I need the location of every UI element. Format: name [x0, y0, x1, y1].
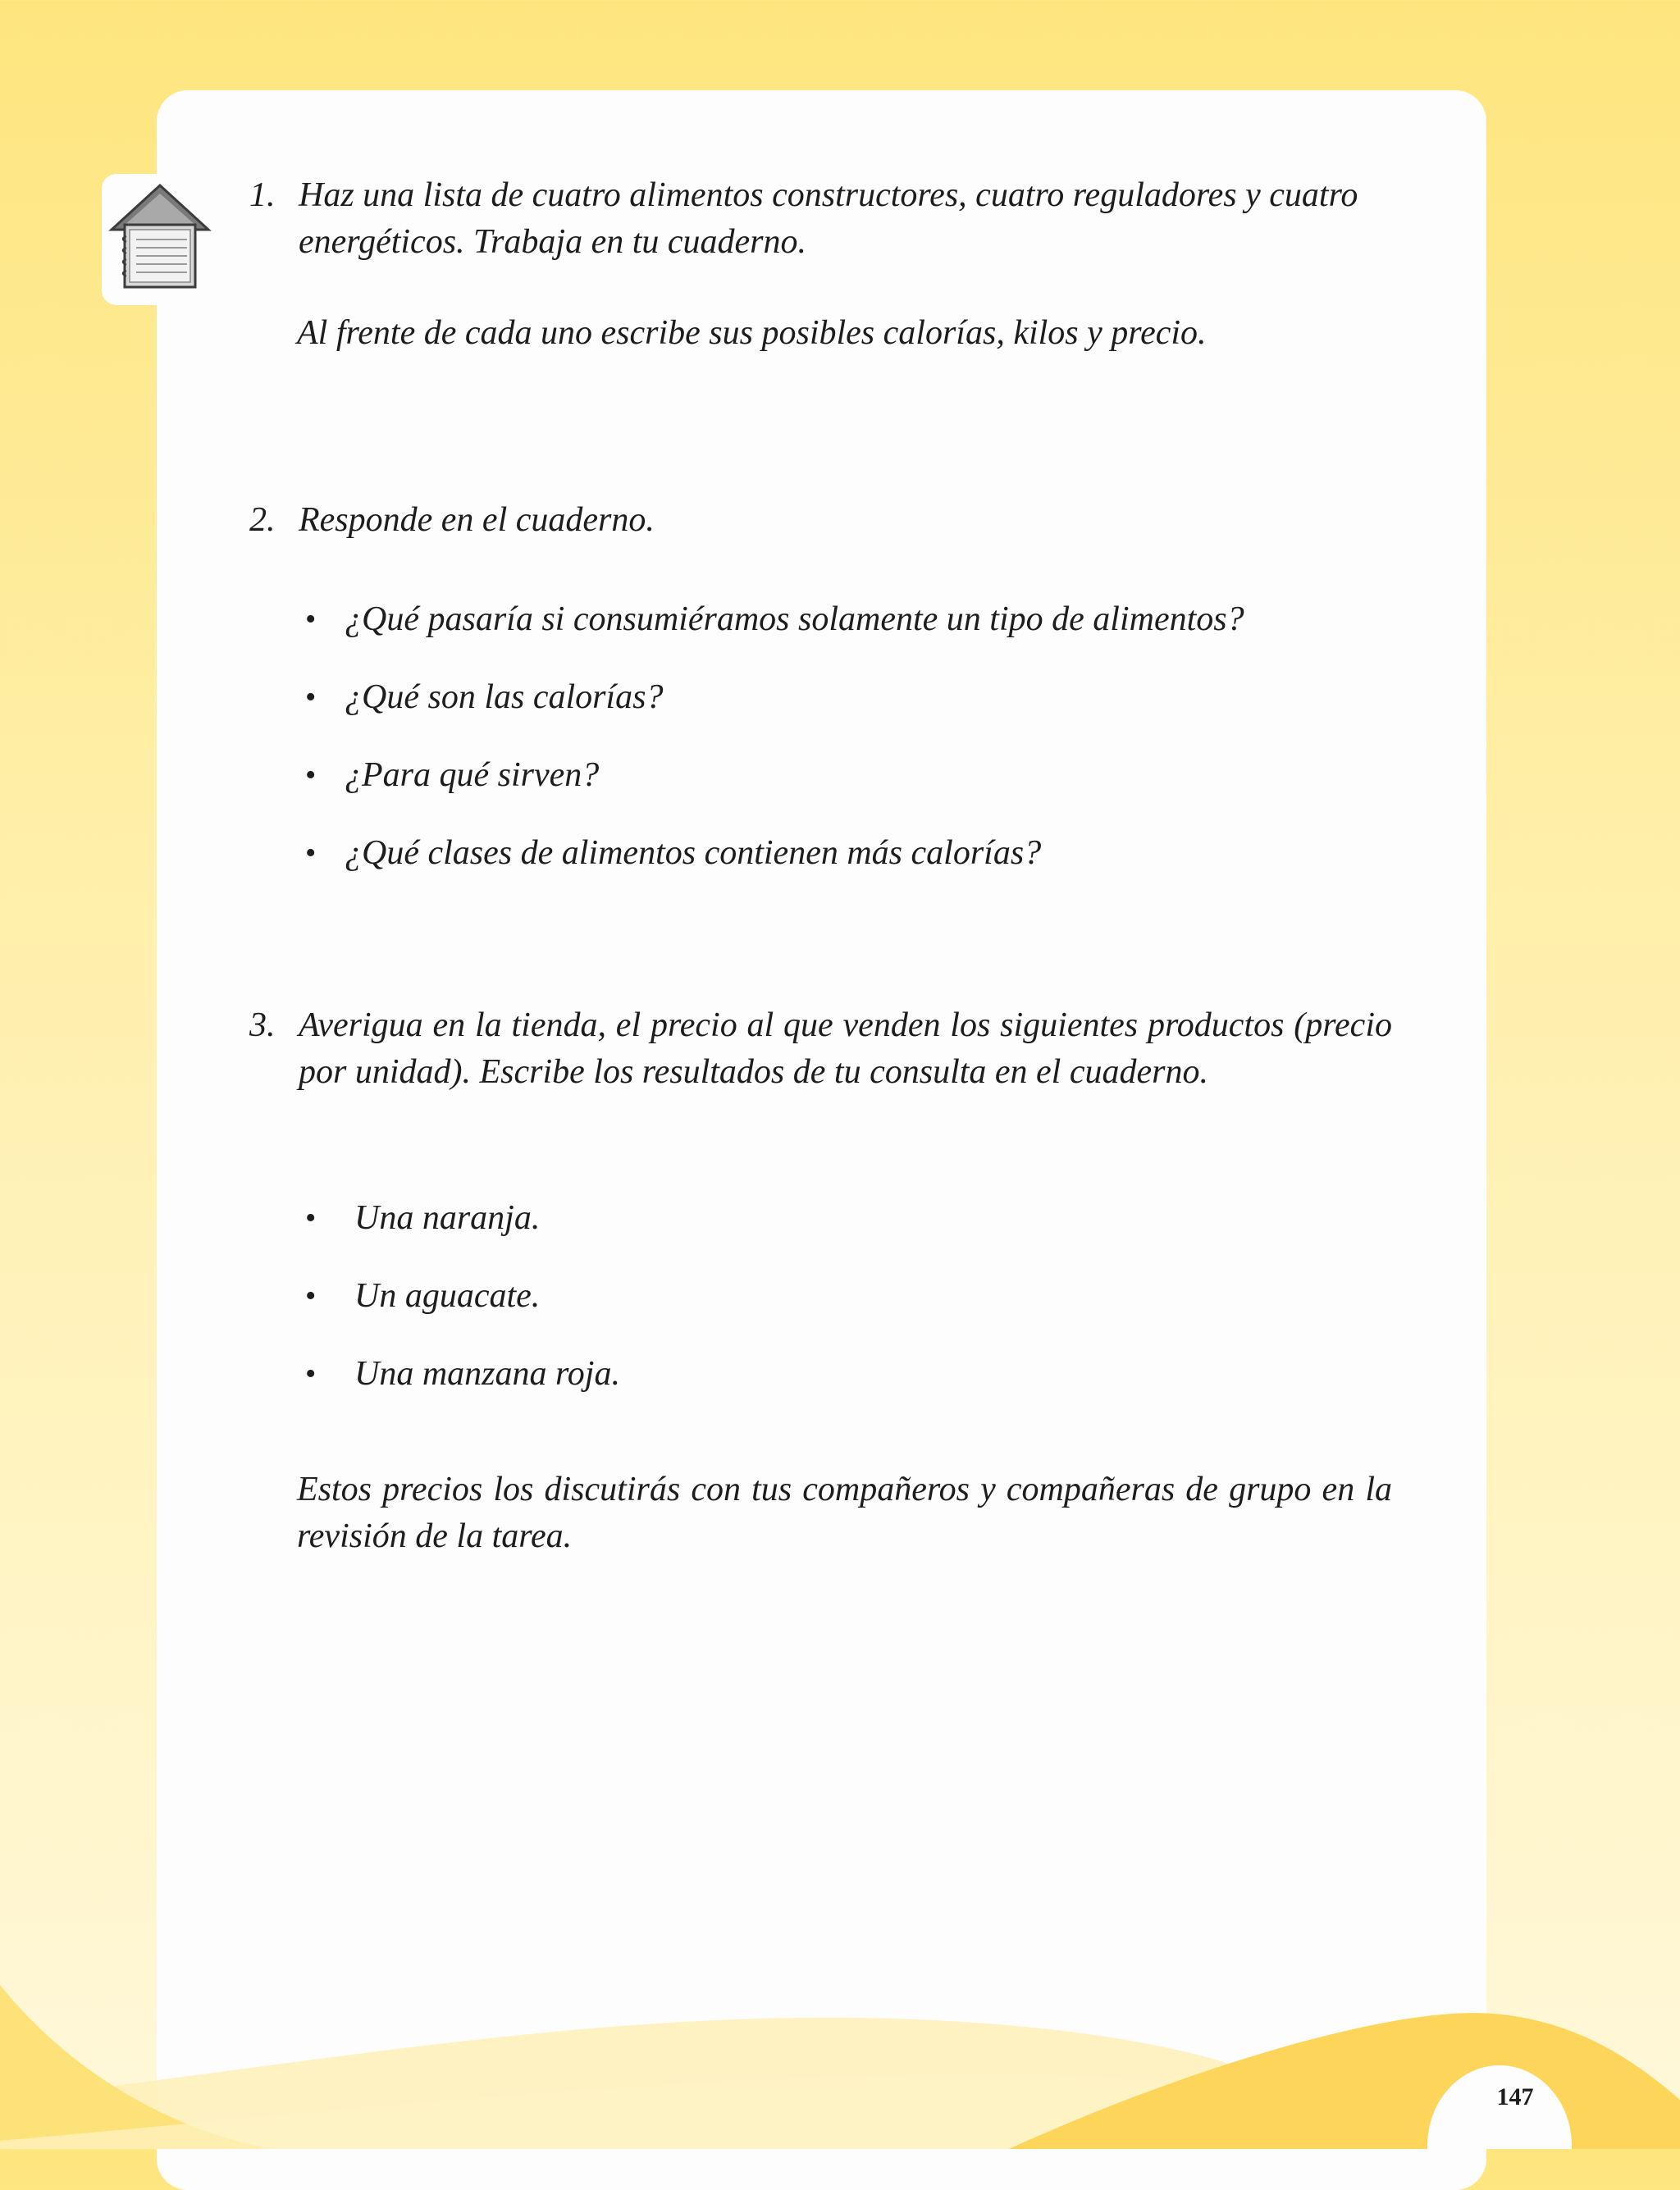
- activity-3-item: Una naranja.: [354, 1199, 541, 1237]
- activity-3-item: Un aguacate.: [354, 1277, 541, 1315]
- activity-1-note: Al frente de cada uno escribe sus posibles calorías, kilos y precio.: [297, 314, 1207, 352]
- page-number: 147: [1496, 2083, 1534, 2110]
- bullet: •: [305, 602, 317, 636]
- activity-2-text: Responde en el cuaderno.: [299, 501, 655, 539]
- activity-3-item: Una manzana roja.: [354, 1355, 620, 1393]
- activity-2-item: ¿Qué son las calorías?: [345, 678, 664, 716]
- activity-3-text: Averigua en la tienda, el precio al que venden los siguientes productos (precio por unidad). Escribe los resultados de tu consulta en el cuaderno.: [299, 1006, 1392, 1091]
- activity-2-item: ¿Para qué sirven?: [345, 756, 600, 794]
- activity-3-note: Estos precios los discutirás con tus compañeros y compañeras de grupo en la revisión de la tarea.: [297, 1471, 1392, 1555]
- activity-1-number: 1.: [249, 176, 276, 214]
- homework-house-notebook-icon: [107, 182, 213, 293]
- activity-2-item: ¿Qué pasaría si consumiéramos solamente un tipo de alimentos?: [345, 600, 1244, 638]
- bullet: •: [305, 680, 317, 714]
- activity-1-text: Haz una lista de cuatro alimentos constructores, cuatro reguladores y cuatro energéticos. Trabaja en tu cuaderno.: [299, 176, 1358, 261]
- activity-2-number: 2.: [249, 501, 276, 539]
- bullet: •: [305, 1201, 317, 1235]
- bullet: •: [305, 1357, 317, 1391]
- bullet: •: [305, 836, 317, 870]
- content-card: [157, 90, 1486, 2190]
- activity-2-item: ¿Qué clases de alimentos contienen más calorías?: [345, 834, 1042, 872]
- activity-3-number: 3.: [249, 1006, 276, 1044]
- bullet: •: [305, 758, 317, 792]
- bullet: •: [305, 1279, 317, 1313]
